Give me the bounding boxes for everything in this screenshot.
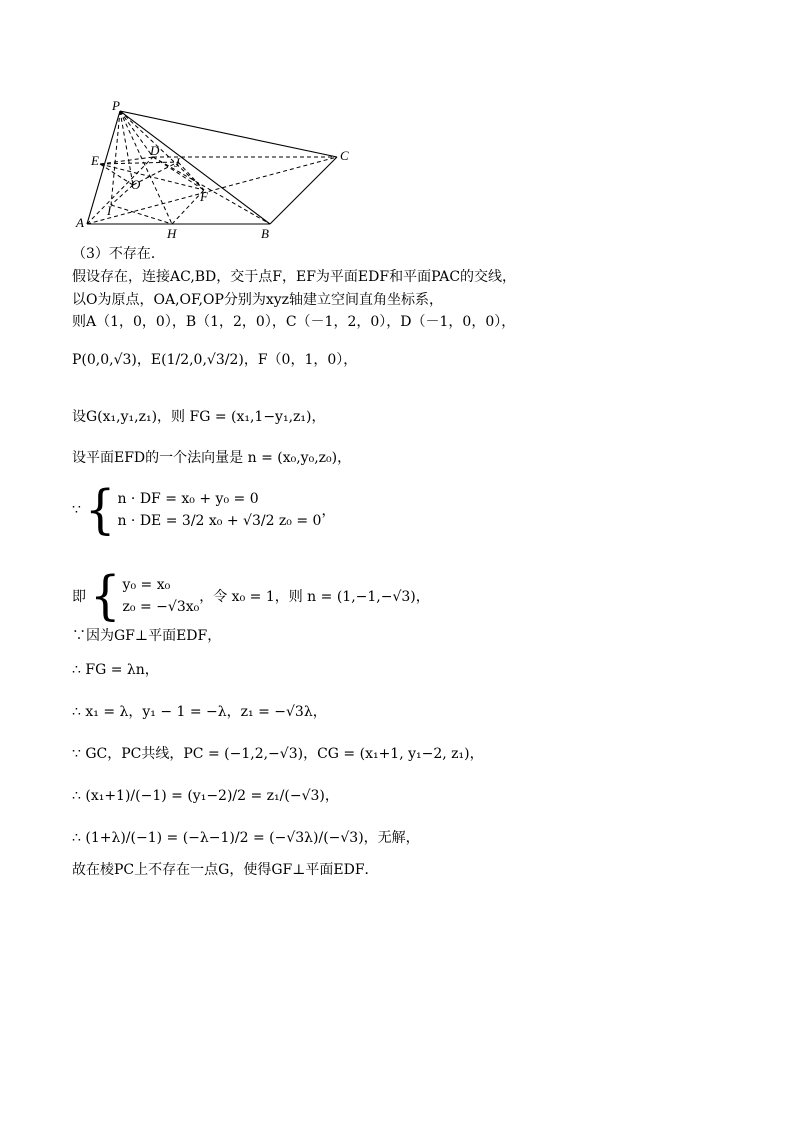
line-normal-vector: 设平面EFD的一个法向量是 n = (x₀,y₀,z₀)， [72, 450, 352, 466]
label-F: F [200, 189, 208, 204]
line-coordinate-system: 以O为原点，OA,OF,OP分别为xyz轴建立空间直角坐标系， [72, 292, 444, 308]
label-J: J [174, 155, 180, 170]
normal-vector-result: ，令 x₀ = 1，则 n = (1,−1,−√3)， [199, 589, 430, 605]
namely-label: 即 [72, 589, 86, 605]
line-points-pef: P(0,0,√3)，E(1/2,0,√3/2)，F（0，1，0）， [72, 352, 358, 368]
line-IH [111, 205, 172, 224]
line-EF [100, 164, 204, 190]
label-A: A [76, 215, 84, 230]
brace-icon: { [90, 565, 121, 627]
equation-system-2 [72, 565, 430, 627]
line-ratio: ∴ (x₁+1)/(−1) = (y₁−2)/2 = z₁/(−√3)， [72, 788, 339, 804]
because-symbol: ∵ [72, 502, 81, 518]
label-C: C [340, 148, 349, 163]
line-AC [87, 157, 337, 224]
edge-PD [120, 111, 153, 157]
label-O: O [131, 177, 141, 192]
label-B: B [261, 226, 269, 241]
line-perpendicular: ∵因为GF⊥平面EDF， [72, 628, 222, 644]
label-P: P [112, 98, 120, 113]
line-PO [120, 111, 133, 185]
equation-y0: y₀ = x₀ [122, 577, 171, 593]
line-EJ [100, 162, 178, 164]
brace-icon: { [84, 479, 116, 541]
label-H: H [167, 226, 177, 241]
line-PH [120, 111, 172, 224]
line-point-g: 设G(x₁,y₁,z₁)，则 FG = (x₁,1−y₁,z₁)， [72, 409, 326, 425]
equation-system-1 [72, 479, 336, 541]
line-no-solution: ∴ (1+λ)/(−1) = (−λ−1)/2 = (−√3λ)/(−√3)，无解， [72, 830, 420, 846]
line-answer: （3）不存在． [72, 246, 165, 262]
label-E: E [91, 153, 99, 168]
label-I: I [107, 203, 112, 218]
line-assume: 假设存在，连接AC,BD，交于点F，EF为平面EDF和平面PAC的交线， [72, 269, 517, 285]
equation-n-dot-de: n · DE = 3/2 x₀ + √3/2 z₀ = 0 [117, 513, 322, 529]
line-fg-lambda: ∴ FG = λn， [72, 662, 159, 678]
label-D: D [150, 143, 160, 158]
line-conclusion: 故在棱PC上不存在一点G，使得GF⊥平面EDF． [72, 862, 379, 878]
line-JF [178, 162, 204, 190]
line-collinear: ∵ GC，PC共线，PC = (−1,2,−√3)，CG = (x₁+1, y₁−2, z₁)， [72, 746, 484, 762]
comma: ， [321, 503, 336, 519]
line-points-abcd: 则A（1，0，0），B（1，2，0），C（－1，2，0），D（－1，0，0）， [72, 314, 516, 330]
equation-z0: z₀ = −√3x₀ [122, 599, 200, 615]
equation-n-dot-df: n · DF = x₀ + y₀ = 0 [117, 491, 259, 507]
edge-BC [270, 157, 337, 224]
line-coordinates-lambda: ∴ x₁ = λ，y₁ − 1 = −λ，z₁ = −√3λ， [72, 704, 327, 720]
